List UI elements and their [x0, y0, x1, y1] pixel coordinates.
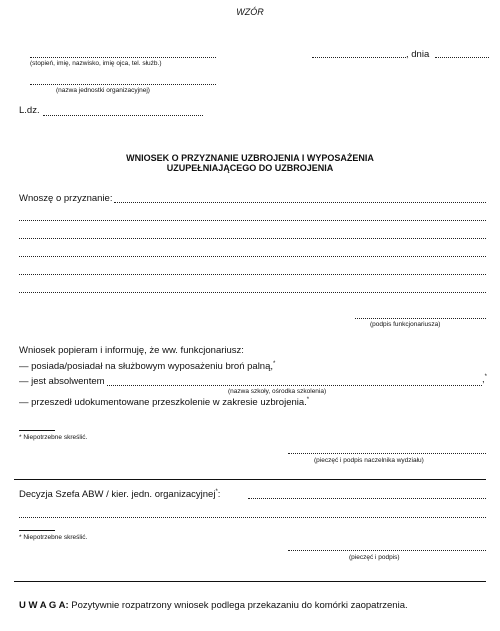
note-text: Pozytywnie rozpatrzony wniosek podlega przekazaniu do komórki zaopatrzenia.	[71, 600, 408, 611]
date-label: , dnia	[406, 49, 430, 60]
footnote-mark: *	[306, 397, 310, 403]
section-divider	[14, 479, 486, 480]
ldz-field[interactable]	[43, 115, 203, 116]
note	[19, 600, 408, 611]
support-footnote	[19, 434, 87, 441]
request-line-1[interactable]	[114, 202, 486, 203]
officer-signature-caption: (podpis funkcjonariusza)	[370, 321, 441, 328]
ldz-label: L.dz.	[19, 105, 40, 116]
decision-label	[19, 489, 220, 500]
organization-unit-field[interactable]	[30, 84, 216, 85]
decision-label-text: Decyzja Szefa ABW / kier. jedn. organizacyjnej	[19, 489, 216, 501]
form-title-line-1: WNIOSEK O PRZYZNANIE UZBROJENIA I WYPOSAŻENIA	[126, 153, 374, 163]
support-item-graduate: — jest absolwentem	[19, 376, 105, 387]
footnote-text: Niepotrzebne skreślić.	[23, 534, 88, 541]
support-item-firearm	[19, 361, 275, 372]
footnote-text: Niepotrzebne skreślić.	[23, 434, 88, 441]
school-name-end	[482, 374, 487, 385]
officer-signature-field[interactable]	[355, 318, 486, 319]
school-name-field[interactable]	[107, 385, 482, 386]
note-label: U W A G A:	[19, 600, 69, 611]
request-label: Wnoszę o przyznanie:	[19, 193, 113, 204]
footnote-mark: *	[215, 489, 218, 495]
footnote-rule	[19, 530, 55, 531]
decision-footnote	[19, 534, 87, 541]
support-item-firearm-text: — posiada/posiadał na służbowym wyposażeniu broń palną,	[19, 361, 274, 373]
decision-signature-caption: (pieczęć i podpis)	[349, 554, 400, 561]
decision-line-1[interactable]	[248, 498, 486, 499]
head-signature-caption: (pieczęć i podpis naczelnika wydziału)	[314, 457, 424, 464]
organization-unit-caption: (nazwa jednostki organizacyjnej)	[56, 87, 150, 94]
request-line-4[interactable]	[19, 256, 486, 257]
sender-details-caption: (stopień, imię, nazwisko, imię ojca, tel. służb.)	[30, 60, 162, 67]
school-name-comma: ,	[482, 374, 485, 386]
footnote-mark: *	[484, 374, 487, 380]
form-title-line-2: UZUPEŁNIAJĄCEGO DO UZBROJENIA	[166, 163, 334, 173]
head-signature-field[interactable]	[288, 453, 486, 454]
request-line-2[interactable]	[19, 220, 486, 221]
school-name-caption: (nazwa szkoły, ośrodka szkolenia)	[228, 388, 327, 395]
footnote-rule	[19, 430, 55, 431]
place-field[interactable]	[312, 57, 406, 58]
footnote-mark: *	[273, 361, 276, 367]
date-field[interactable]	[435, 57, 489, 58]
decision-label-colon: :	[217, 489, 221, 501]
request-line-6[interactable]	[19, 292, 486, 293]
footnote-mark: *	[19, 434, 22, 441]
form-template-label: WZÓR	[236, 7, 264, 17]
support-intro: Wniosek popieram i informuję, że ww. funkcjonariusz:	[19, 345, 244, 356]
footnote-mark: *	[19, 534, 22, 541]
support-item-training	[19, 397, 309, 408]
section-divider	[14, 581, 486, 582]
request-line-3[interactable]	[19, 238, 486, 239]
support-item-training-text: — przeszedł udokumentowane przeszkolenie w zakresie uzbrojenia.	[19, 397, 307, 409]
decision-signature-field[interactable]	[288, 550, 486, 551]
sender-details-field[interactable]	[30, 57, 216, 58]
decision-line-2[interactable]	[19, 517, 486, 518]
request-line-5[interactable]	[19, 274, 486, 275]
